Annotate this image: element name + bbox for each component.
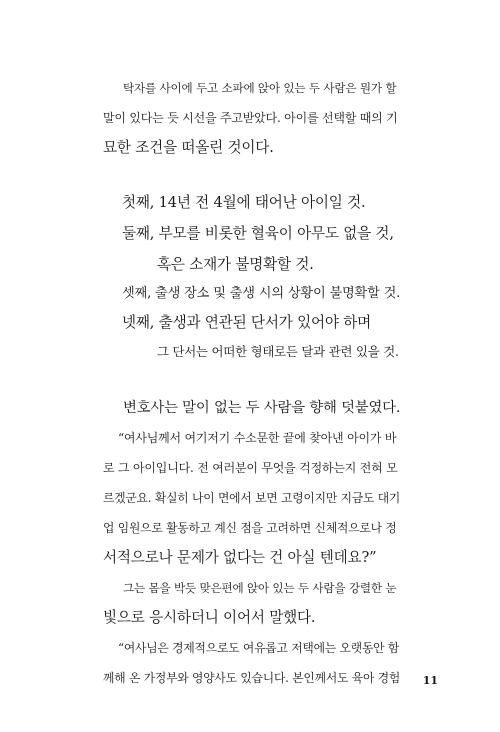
text-line: 말이 있다는 듯 시선을 주고받았다. 아이를 선택할 때의 기: [103, 111, 398, 125]
condition-line: 혹은 소재가 불명확할 것.: [157, 256, 314, 273]
text-line: 탁자를 사이에 두고 소파에 앉아 있는 두 사람은 뭔가 할: [123, 81, 397, 95]
condition-line: 그 단서는 어떠한 형태로든 달과 관련 있을 것.: [157, 344, 399, 359]
page-number: 11: [422, 674, 438, 687]
text-line: 르겠군요. 확실히 나이 면에서 보면 고령이지만 지금도 대기: [103, 491, 401, 505]
text-line: “여사님은 경제적으로도 여유롭고 저택에는 오랫동안 함: [118, 641, 400, 655]
text-line: 업 임원으로 활동하고 계신 점을 고려하면 신체적으로나 정: [103, 521, 397, 535]
text-line: 로 그 아이입니다. 전 여러분이 무엇을 걱정하는지 전혀 모: [103, 461, 398, 475]
condition-line: 넷째, 출생과 연관된 단서가 있어야 하며: [122, 314, 371, 331]
text-line: 서적으로나 문제가 없다는 건 아실 텐데요?”: [103, 549, 377, 566]
text-line: 변호사는 말이 없는 두 사람을 향해 덧붙였다.: [123, 400, 401, 416]
condition-line: 셋째, 출생 장소 및 출생 시의 상황이 불명확할 것.: [122, 286, 401, 301]
text-line: 빛으로 응시하더니 이어서 말했다.: [103, 609, 316, 626]
text-line: “여사님께서 여기저기 수소문한 끝에 찾아낸 아이가 바: [118, 431, 397, 445]
text-line: 께해 온 가정부와 영양사도 있습니다. 본인께서도 육아 경험: [103, 671, 401, 685]
text-line: 묘한 조건을 떠올린 것이다.: [103, 139, 274, 156]
condition-line: 둘째, 부모를 비롯한 혈육이 아무도 없을 것,: [122, 225, 394, 242]
text-line: 그는 몸을 박듯 맞은편에 앉아 있는 두 사람을 강렬한 눈: [123, 581, 397, 595]
condition-line: 첫째, 14년 전 4월에 태어난 아이일 것.: [122, 194, 366, 211]
